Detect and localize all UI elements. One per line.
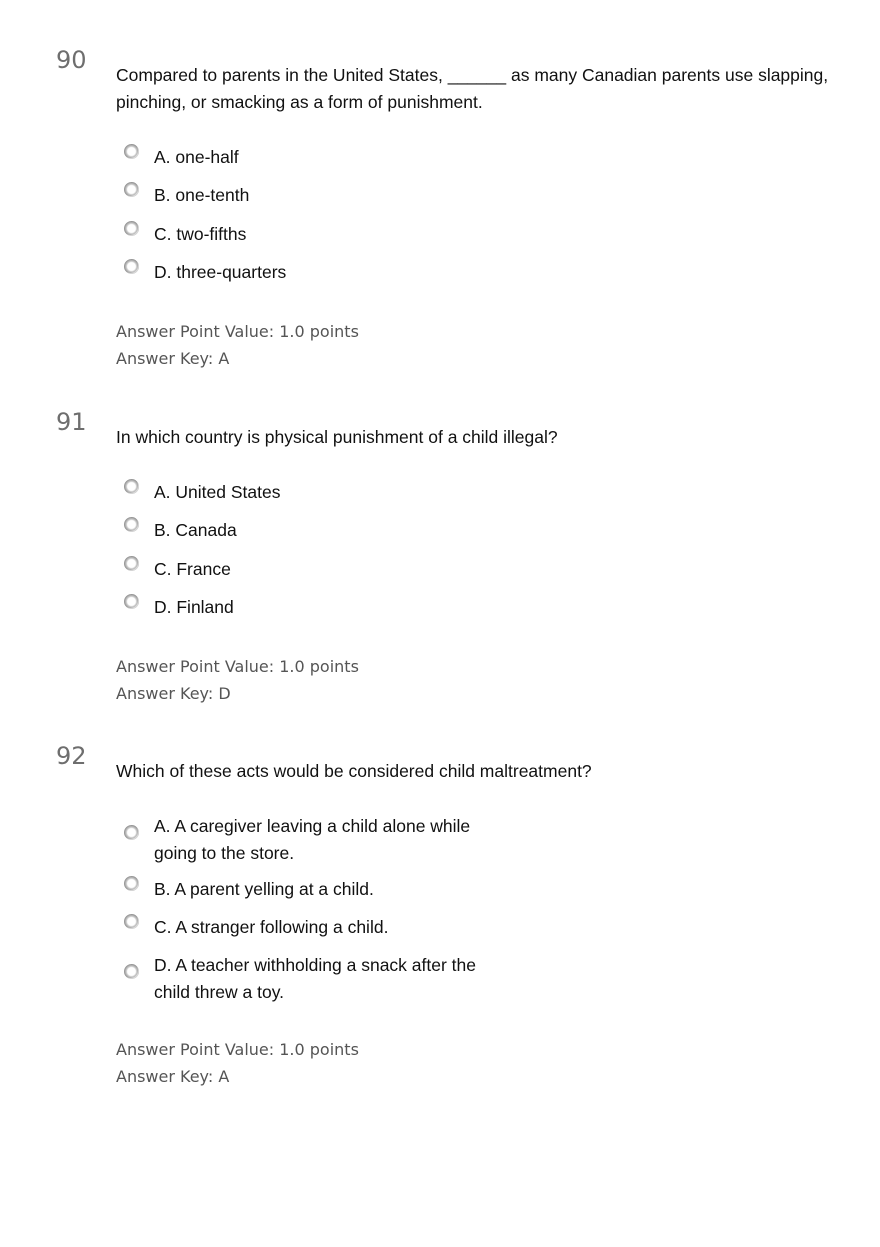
radio-button[interactable] bbox=[124, 182, 139, 197]
radio-button[interactable] bbox=[124, 876, 139, 891]
option-label: B. one-tenth bbox=[154, 185, 250, 205]
radio-button[interactable] bbox=[124, 914, 139, 929]
answer-key: Answer Key: A bbox=[116, 1067, 230, 1086]
option-label: C. A stranger following a child. bbox=[154, 917, 389, 937]
radio-button[interactable] bbox=[124, 825, 139, 840]
option-label: B. A parent yelling at a child. bbox=[154, 879, 374, 899]
question-text: In which country is physical punishment of a child illegal? bbox=[116, 427, 558, 447]
option-label: C. France bbox=[154, 559, 231, 579]
option-label: C. two-fifths bbox=[154, 224, 247, 244]
answer-point-value: Answer Point Value: 1.0 points bbox=[116, 657, 359, 676]
answer-key: Answer Key: D bbox=[116, 684, 231, 703]
radio-button[interactable] bbox=[124, 964, 139, 979]
question-number: 92 bbox=[56, 742, 87, 770]
option-label-continued: child threw a toy. bbox=[154, 982, 285, 1002]
answer-key: Answer Key: A bbox=[116, 349, 230, 368]
radio-button[interactable] bbox=[124, 221, 139, 236]
question-text: Compared to parents in the United States, ______ as many Canadian parents use slapping, pinching, or smacking as a form of punishment. bbox=[116, 65, 829, 112]
option-label: D. three-quarters bbox=[154, 262, 287, 282]
answer-point-value: Answer Point Value: 1.0 points bbox=[116, 1040, 359, 1059]
radio-button[interactable] bbox=[124, 556, 139, 571]
question-number: 91 bbox=[56, 408, 87, 436]
option-label: A. United States bbox=[154, 482, 281, 502]
option-label: B. Canada bbox=[154, 520, 237, 540]
radio-button[interactable] bbox=[124, 479, 139, 494]
answer-point-value: Answer Point Value: 1.0 points bbox=[116, 322, 359, 341]
radio-button[interactable] bbox=[124, 594, 139, 609]
option-label-continued: going to the store. bbox=[154, 843, 295, 863]
option-label: A. one-half bbox=[154, 147, 239, 167]
radio-button[interactable] bbox=[124, 517, 139, 532]
question-text: Which of these acts would be considered child maltreatment? bbox=[116, 761, 592, 781]
radio-button[interactable] bbox=[124, 259, 139, 274]
question-number: 90 bbox=[56, 46, 87, 74]
option-label: A. A caregiver leaving a child alone while bbox=[154, 816, 471, 836]
radio-button[interactable] bbox=[124, 144, 139, 159]
option-label: D. Finland bbox=[154, 597, 234, 617]
option-label: D. A teacher withholding a snack after the bbox=[154, 955, 476, 975]
